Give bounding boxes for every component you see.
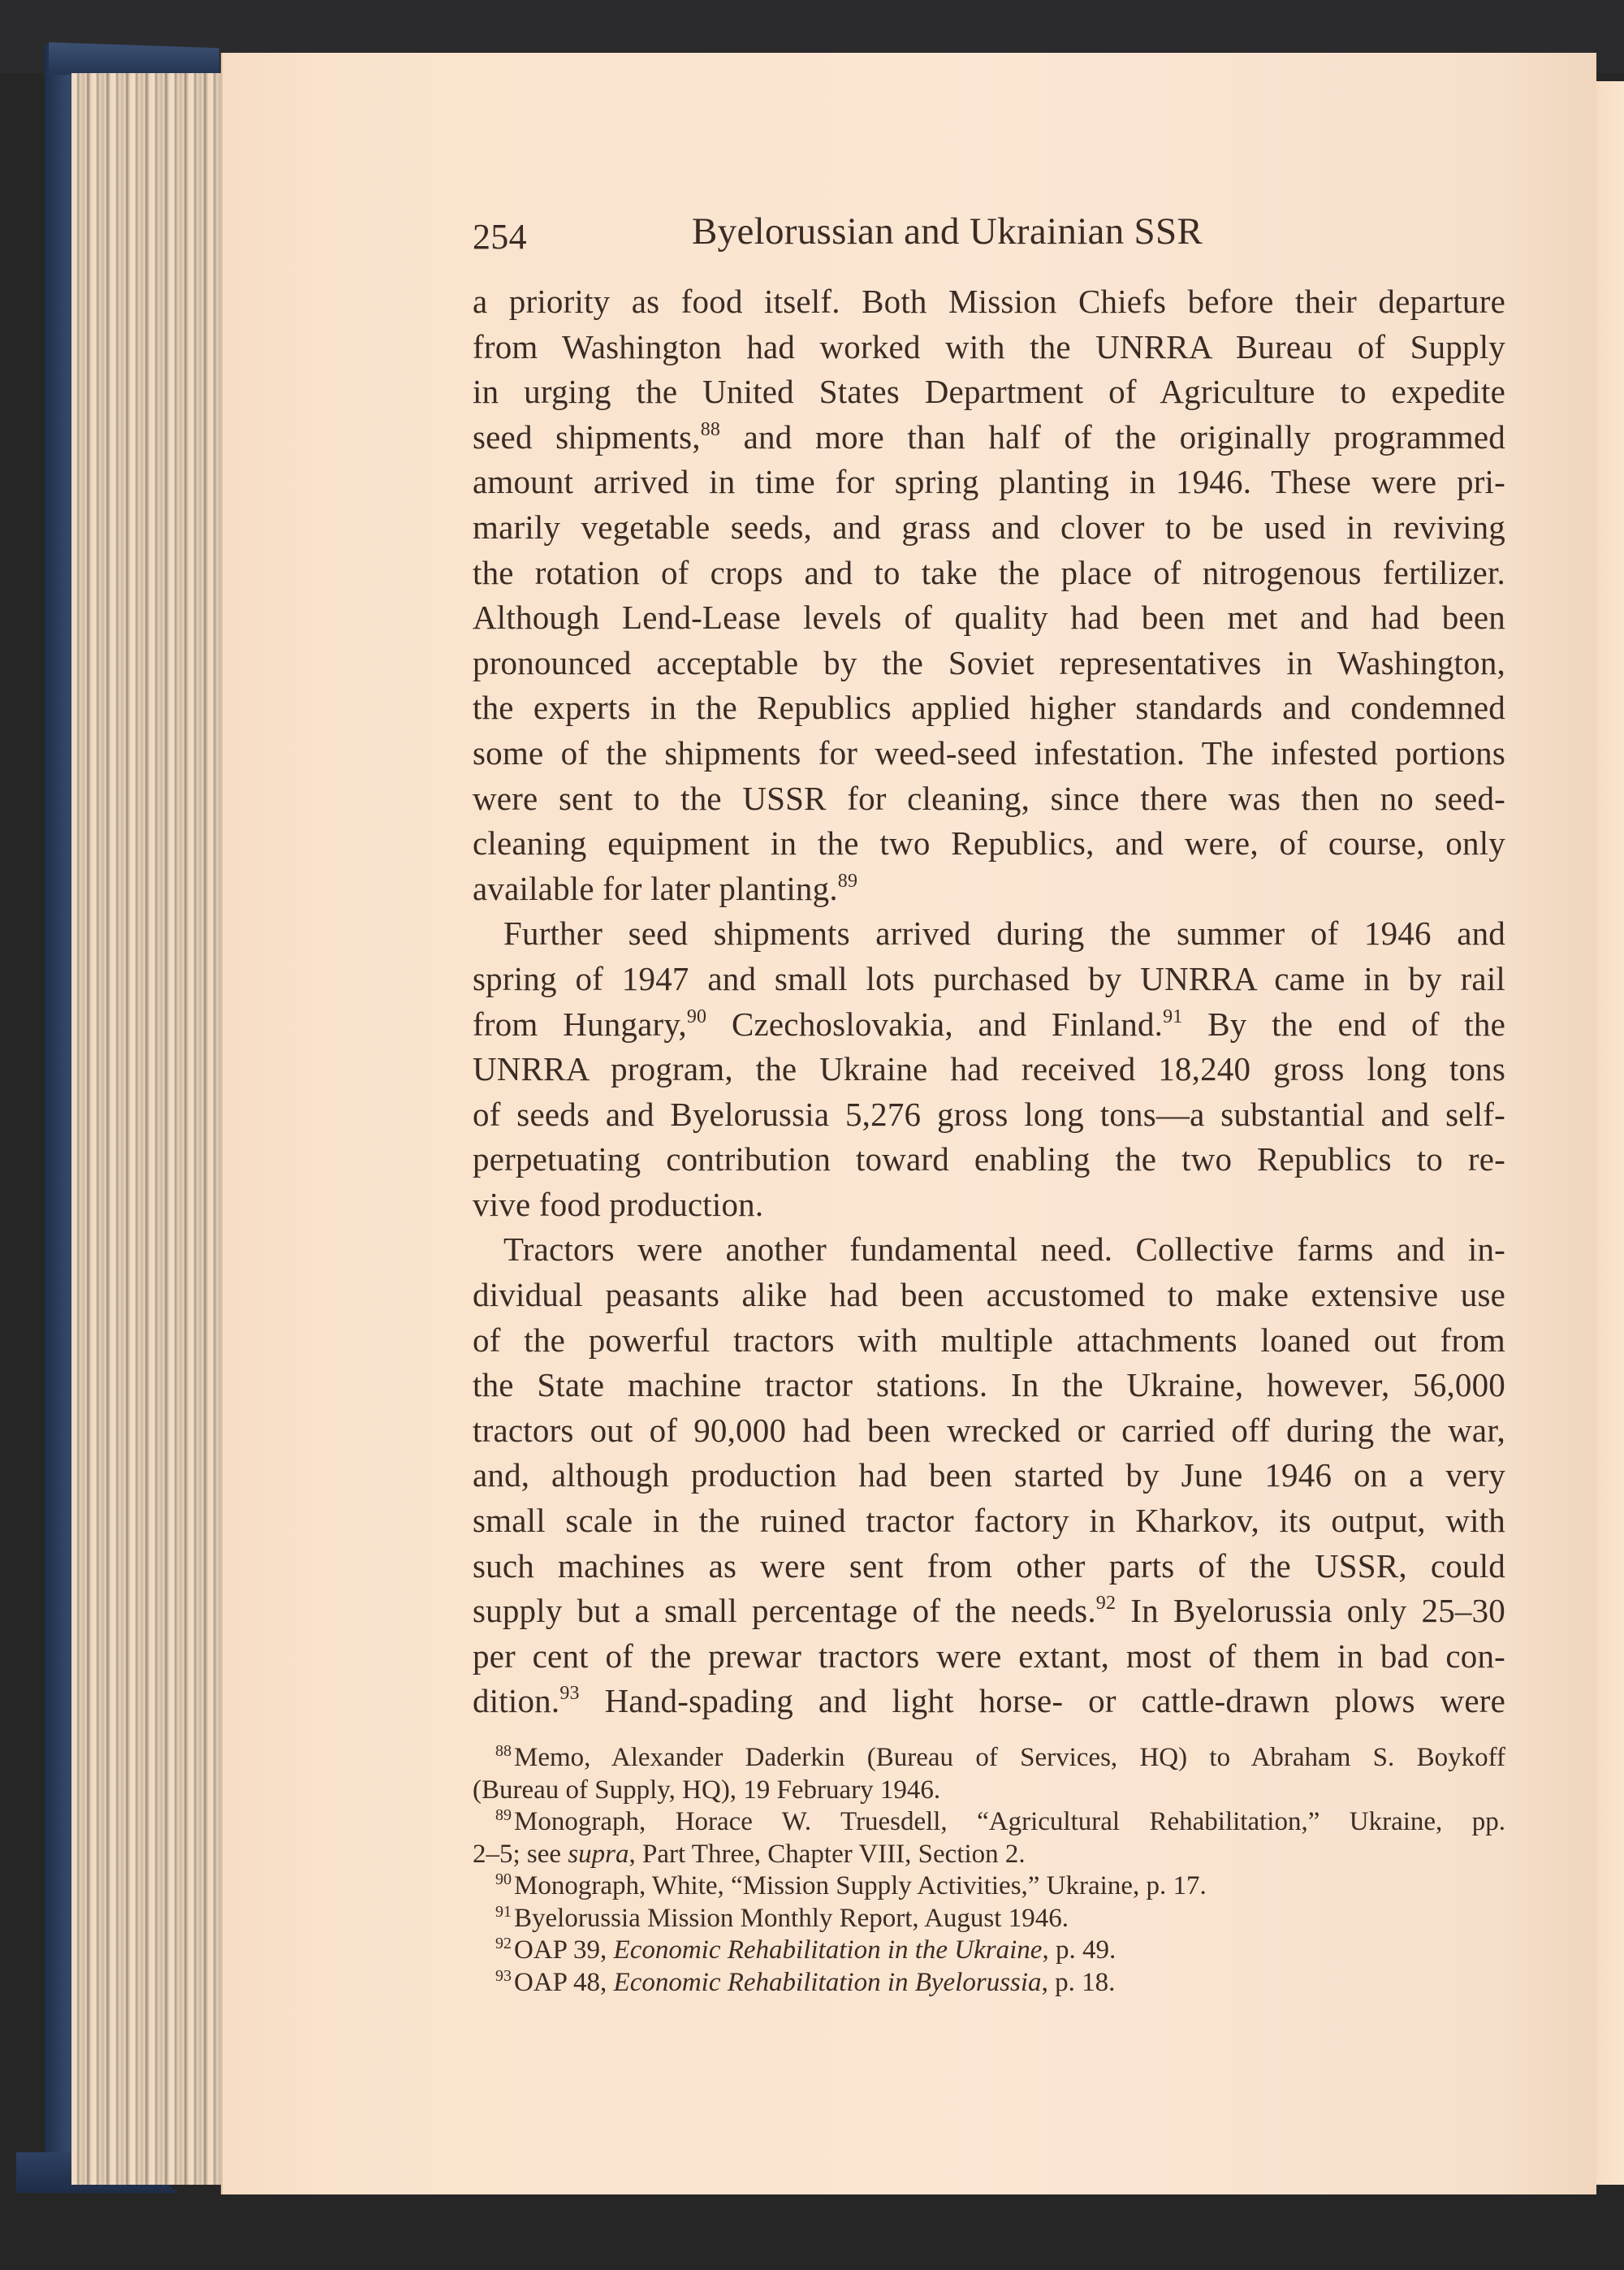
footnote-line: $^{90}$Monograph, White, “Mission Supply Activities,” Ukraine, p. 17. [495, 1870, 1207, 1900]
body-text-span: Czechoslovakia, and Finland. [706, 1005, 1164, 1043]
body-line: marily vegetable seeds, and grass and clover to be used in reviving [473, 508, 1505, 546]
body-line [473, 1679, 1505, 1724]
body-line: of seeds and Byelorussia 5,276 gross long tons—a substantial and self- [473, 1095, 1505, 1133]
body-line: some of the shipments for weed-seed infestation. The infested portions [473, 733, 1505, 772]
body-line: of the powerful tractors with multiple attachments loaned out from [473, 1321, 1505, 1359]
footnote-line: (Bureau of Supply, HQ), 19 February 1946. [473, 1775, 941, 1805]
body-line [473, 415, 1505, 460]
footnote-line: $^{91}$Byelorussia Mission Monthly Report, August 1946. [495, 1902, 1069, 1933]
page-edges-stack [71, 73, 222, 2185]
body-text-span: In Byelorussia only 25–30 [1116, 1592, 1505, 1630]
body-line [473, 867, 1505, 912]
body-line: a priority as food itself. Both Mission Chiefs before their departure [473, 283, 1505, 320]
body-line: such machines as were sent from other parts of the USSR, could [473, 1546, 1505, 1585]
body-text-span: from Hungary, [473, 1005, 687, 1043]
body-line: small scale in the ruined tractor factory in Kharkov, its output, with [473, 1502, 1505, 1540]
page-text-block [473, 210, 1505, 1999]
body-line: spring of 1947 and small lots purchased by UNRRA came in by rail [473, 959, 1505, 997]
body-text-span: seed shipments, [473, 417, 701, 456]
body-line [473, 1002, 1505, 1048]
running-head-title: Byelorussian and Ukrainian SSR [692, 210, 1203, 253]
body-text-span: Hand-spading and light horse- or cattle-drawn plows were [579, 1682, 1505, 1720]
body-text-span: available for later planting. [473, 869, 838, 907]
body-line: the rotation of crops and to take the place of nitrogenous fertilizer. [473, 553, 1505, 591]
body-line: the experts in the Republics applied higher standards and condemned [473, 689, 1505, 727]
body-line: perpetuating contribution toward enabling the two Republics to re- [473, 1140, 1505, 1178]
footnote-number: 93 [495, 1966, 512, 1985]
body-line: vive food production. [473, 1185, 764, 1223]
facing-page-edge [1593, 81, 1624, 2185]
body-line: pronounced acceptable by the Soviet representatives in Washington, [473, 643, 1505, 681]
footnote-number: 91 [495, 1902, 512, 1921]
footnote-line: $^{92}$OAP 39, Economic Rehabilitation in the Ukraine, p. 49. [495, 1935, 1116, 1965]
footnotes [473, 1742, 1505, 1999]
body-line: UNRRA program, the Ukraine had received 18,240 gross long tons [473, 1050, 1505, 1088]
body-line: Tractors were another fundamental need. Collective farms and in- [503, 1230, 1505, 1269]
body-line [473, 1589, 1505, 1634]
footnote-line: 2–5; see supra, Part Three, Chapter VIII, Section 2. [473, 1839, 1026, 1869]
body-line: Although Lend-Lease levels of quality had been met and had been [473, 599, 1505, 637]
footnote-reference[interactable]: 88 [700, 418, 721, 440]
body-line: dividual peasants alike had been accustomed to make extensive use [473, 1276, 1505, 1314]
body-line: cleaning equipment in the two Republics, and were, of course, only [473, 824, 1505, 863]
body-line: Further seed shipments arrived during the summer of 1946 and [503, 914, 1505, 953]
body-line: the State machine tractor stations. In the Ukraine, however, 56,000 [473, 1366, 1505, 1404]
footnote-line: $^{93}$OAP 48, Economic Rehabilitation in Byelorussia, p. 18. [495, 1966, 1116, 1997]
body-text-span: and more than half of the originally programmed [720, 417, 1505, 456]
running-head [473, 210, 1505, 275]
body-line: were sent to the USSR for cleaning, since there was then no seed- [473, 779, 1505, 817]
footnote-line: $^{89}$Monograph, Horace W. Truesdell, “Agricultural Rehabilitation,” Ukraine, pp. [495, 1806, 1505, 1836]
footnote-title-italic: Economic Rehabilitation in Byelorussia [613, 1967, 1042, 1997]
body-line: amount arrived in time for spring planting in 1946. These were pri- [473, 463, 1505, 501]
body-line: per cent of the prewar tractors were extant, most of them in bad con- [473, 1637, 1505, 1675]
footnote-number: 88 [495, 1742, 512, 1760]
body-text-span: supply but a small percentage of the needs. [473, 1592, 1096, 1630]
page-number: 254 [473, 217, 527, 257]
footnote-title-italic: Economic Rehabilitation in the Ukraine [613, 1935, 1043, 1965]
body-line: from Washington had worked with the UNRRA Bureau of Supply [473, 327, 1505, 365]
footnote-reference[interactable]: 92 [1095, 1593, 1116, 1615]
footnote-reference[interactable]: 90 [686, 1005, 707, 1027]
footnote-reference[interactable]: 93 [559, 1683, 580, 1705]
body-line: in urging the United States Department of Agriculture to expedite [473, 373, 1505, 411]
footnote-reference[interactable]: 89 [837, 870, 858, 892]
footnote-line: $^{88}$Memo, Alexander Daderkin (Bureau of Services, HQ) to Abraham S. Boykoff [495, 1742, 1505, 1772]
footnote-reference[interactable]: 91 [1163, 1005, 1183, 1027]
footnote-number: 90 [495, 1870, 512, 1888]
body-text-span: dition. [473, 1682, 560, 1720]
body-line: and, although production had been started by June 1946 on a very [473, 1456, 1505, 1494]
footnote-number: 92 [495, 1935, 512, 1952]
body-text-span: By the end of the [1182, 1005, 1505, 1043]
italic-text: supra [568, 1839, 629, 1869]
body-line: tractors out of 90,000 had been wrecked or carried off during the war, [473, 1411, 1505, 1449]
footnote-number: 89 [495, 1806, 512, 1824]
body-text [473, 279, 1505, 1724]
